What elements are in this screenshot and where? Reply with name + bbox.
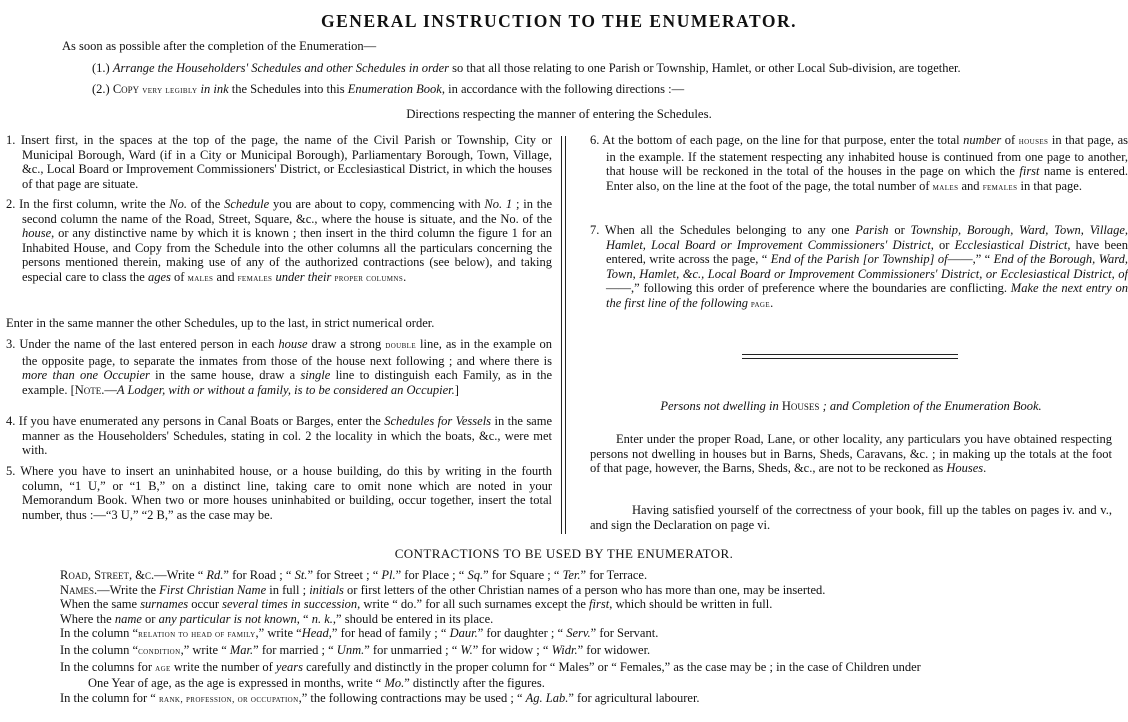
column-divider	[561, 136, 562, 534]
enumeration-book-text: Enumeration Book	[347, 82, 442, 96]
contraction-age-continued: One Year of age, as the age is expressed in months, write “ Mo.” distinctly after the figures.	[88, 676, 545, 691]
persons-heading: Persons not dwelling in Houses ; and Completion of the Enumeration Book.	[660, 399, 1042, 413]
contraction-not-known: Where the name or any particular is not known, “ n. k.,” should be entered in its place.	[60, 611, 494, 626]
column-divider	[565, 136, 566, 534]
item-number: (1.)	[92, 61, 110, 75]
legibly-word: very legibly	[142, 85, 198, 96]
item-text: , in accordance with the following directions :—	[441, 82, 685, 96]
contraction-road: Road, Street, &c.—Write “ Rd.” for Road ; “ St.” for Street ; “ Pl.” for Place ; “ Sq.” for Square ; “ Ter.” for Terrace.	[60, 568, 648, 582]
instruction-item-1	[92, 61, 961, 76]
copy-word: Copy	[112, 82, 140, 96]
item-emphasis: Arrange the Householders' Schedules and other Schedules in order	[112, 61, 450, 75]
contraction-occupation: In the column for “ rank, profession, or occupation,” the following contractions may be used ; “ Ag. Lab.” for agricultural labourer.	[60, 690, 700, 705]
direction-3: 3. Under the name of the last entered person in each house draw a strong double line, as in the example on the opposite page, to separate the inmates from those of the house next following ; and where there is more than one Occupier in the same house, draw a single line to distinguish each Family, as in the example. [Note.—A Lodger, with or without a family, is to be considered an Occupier.]	[6, 337, 552, 397]
direction-1: 1. Insert first, in the spaces at the top of the page, the name of the Civil Parish or Township, City or Municipal Borough, Ward (if in a City or Municipal Borough), Parliamentary Borough, Town, Village, &c., Local Board or Improvement Commissioners' District, or Ecclesiastical District, in which the houses of that page are situate.	[6, 133, 552, 191]
directions-heading: Directions respecting the manner of entering the Schedules.	[406, 107, 712, 121]
contraction-condition: In the column “condition,” write “ Mar.” for married ; “ Unm.” for unmarried ; “ W.” for widow ; “ Widr.” for widower.	[60, 642, 651, 657]
item-text: so that all those relating to one Parish or Township, Hamlet, or other Local Sub-division, are together.	[449, 61, 961, 75]
contractions-list	[60, 568, 1110, 707]
direction-4: 4. If you have enumerated any persons in Canal Boats or Barges, enter the Schedules for Vessels in the same manner as the Householders' Schedules, stating in col. 2 the locality in which the boats, &c., were met with.	[6, 414, 553, 458]
instruction-item-2	[92, 82, 684, 99]
direction-2: 2. In the first column, write the No. of the Schedule you are about to copy, commencing with No. 1 ; in the second column the name of the Road, Street, Square, &c., where the house is situate, and the No. of the house, or any distinctive name by which it is known ; then insert in the third column the figure 1 for an Inhabited House, and Copy from the Schedule into the other columns all the particulars concerning the persons mentioned therein, making use of any of the authorized contractions (see below), and taking especial care to class the ages of males and females under their proper columns.	[6, 197, 553, 284]
contraction-relation: In the column “relation to head of family,” write “Head,” for head of family ; “ Daur.” for daughter ; “ Serv.” for Servant.	[60, 626, 659, 641]
direction-5: 5. Where you have to insert an uninhabited house, or a house building, do this by writing in the fourth column, “1 U,” or “1 B,” on a distinct line, taking care to omit none which are noted in your Memorandum Book. When two or more houses uninhabited or building, occur together, insert the total number, thus :—“3 U,” “2 B,” as the case may be.	[6, 464, 552, 522]
enter-same-manner-text: Enter in the same manner the other Schedules, up to the last, in strict numerical order.	[6, 316, 435, 330]
declaration-paragraph: Having satisfied yourself of the correctness of your book, fill up the tables on pages iv. and v., and sign the Declaration on page vi.	[590, 503, 1112, 532]
intro-text: As soon as possible after the completion of the Enumeration—	[62, 39, 377, 53]
direction-7: 7. When all the Schedules belonging to any one Parish or Township, Borough, Ward, Town, Village, Hamlet, Local Board or Improvement Commissioners' District, or Ecclesiastical District, have been entered, write across the page, “ End of the Parish [or Township] of——,” “ End of the Borough, Ward, Town, Hamlet, &c., Local Board or Improvement Commissioners' District, or Ecclesiastical District, of——,” following this order of preference where the boundaries are conflicting. Make the next entry on the first line of the following page.	[590, 223, 1128, 310]
contraction-age: In the columns for age write the number of years carefully and distinctly in the proper column for “ Males” or “ Females,” as the case may be ; in the case of Children under	[60, 659, 921, 674]
contractions-heading: CONTRACTIONS TO BE USED BY THE ENUMERATOR.	[394, 546, 734, 561]
contraction-names: Names.—Write the First Christian Name in full ; initials or first letters of the other Christian names of a person who has more than one, may be inserted.	[60, 582, 826, 597]
page-title: GENERAL INSTRUCTION TO THE ENUMERATOR.	[321, 11, 797, 31]
item-number: (2.)	[92, 82, 110, 96]
section-divider	[742, 354, 958, 359]
direction-6: 6. At the bottom of each page, on the line for that purpose, enter the total number of houses in that page, as in the example. If the statement respecting any inhabited house is continued from one page to another, that house will be reckoned in the total of the houses in the page on which the first name is entered. Enter also, on the line at the foot of the page, the total number of males and females in that page.	[590, 133, 1128, 193]
persons-paragraph: Enter under the proper Road, Lane, or other locality, any particulars you have obtained respecting persons not dwelling in houses but in Barns, Sheds, Caravans, &c. ; in making up the totals at the foot of that page, however, the Barns, Sheds, &c., are not to be reckoned as Houses.	[590, 432, 1112, 476]
in-ink-text: in ink	[197, 82, 229, 96]
item-text: the Schedules into this	[228, 82, 348, 96]
contraction-surnames: When the same surnames occur several times in succession, write “ do.” for all such surnames except the first, which should be written in full.	[60, 597, 773, 612]
